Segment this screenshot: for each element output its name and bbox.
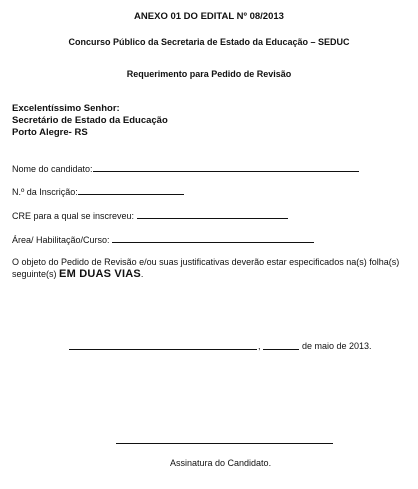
area-row — [12, 234, 314, 246]
addressee-line-2: Secretário de Estado da Educação — [12, 115, 168, 126]
cre-row — [12, 210, 288, 222]
instruction-end: . — [140, 269, 144, 279]
request-title: Requerimento para Pedido de Revisão — [126, 69, 292, 79]
date-comma: , — [258, 341, 261, 351]
candidate-name-blank[interactable] — [93, 163, 359, 172]
instruction-paragraph — [12, 256, 408, 280]
addressee-line-3: Porto Alegre- RS — [12, 127, 88, 138]
signature-label: Assinatura do Candidato. — [170, 458, 272, 468]
area-blank[interactable] — [112, 234, 314, 243]
city-blank[interactable] — [69, 349, 257, 350]
contest-title: Concurso Público da Secretaria de Estado da Educação – SEDUC — [68, 37, 350, 47]
cre-blank[interactable] — [137, 210, 288, 219]
instruction-emphasis: EM DUAS VIAS — [59, 268, 141, 280]
area-label: Área/ Habilitação/Curso: — [12, 235, 110, 245]
date-suffix: de maio de 2013. — [302, 341, 372, 351]
signature-line[interactable] — [116, 443, 333, 444]
candidate-name-label: Nome do candidato: — [12, 164, 93, 174]
cre-label: CRE para a qual se inscreveu: — [12, 211, 135, 221]
registration-row — [12, 186, 184, 198]
candidate-name-row — [12, 163, 359, 175]
registration-label: N.º da Inscrição: — [12, 187, 78, 197]
annex-title: ANEXO 01 DO EDITAL Nº 08/2013 — [134, 11, 284, 22]
day-blank[interactable] — [263, 349, 299, 350]
addressee-line-1: Excelentíssimo Senhor: — [12, 103, 120, 114]
instruction-text: O objeto do Pedido de Revisão e/ou suas justificativas deverão estar especificados na(s) folha(s) seguinte(s) — [12, 257, 400, 279]
registration-blank[interactable] — [78, 186, 184, 195]
